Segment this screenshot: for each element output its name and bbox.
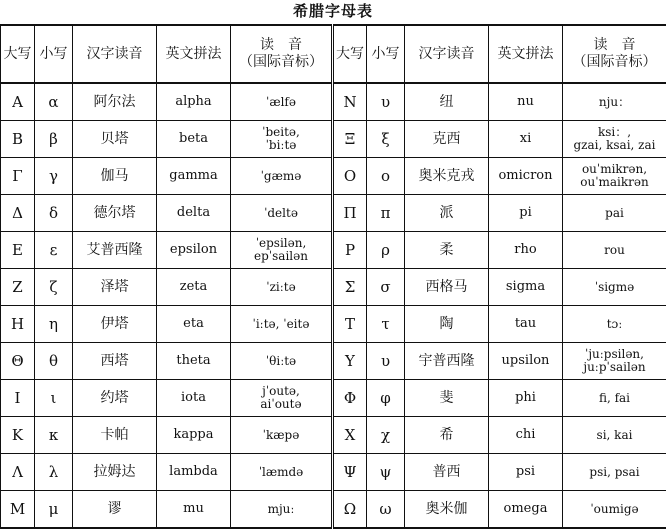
chinese-reading: 斐	[405, 380, 489, 417]
table-row	[1, 269, 666, 306]
chinese-reading: 约塔	[73, 380, 157, 417]
table-row	[1, 380, 666, 417]
table-row	[1, 343, 666, 380]
lowercase-letter: τ	[367, 306, 405, 343]
english-spelling: psi	[489, 454, 563, 491]
english-spelling: tau	[489, 306, 563, 343]
ipa-pronunciation	[563, 491, 666, 529]
ipa-line: ˈziːtə	[232, 281, 330, 294]
lowercase-letter: η	[35, 306, 73, 343]
ipa-line: ouˈmikrən,	[564, 163, 665, 176]
header-ipa	[563, 25, 666, 83]
chinese-reading: 西格马	[405, 269, 489, 306]
uppercase-letter: Σ	[333, 269, 367, 306]
uppercase-letter: Ρ	[333, 232, 367, 269]
header-ipa-line2: （国际音标）	[564, 54, 665, 71]
english-spelling: iota	[157, 380, 231, 417]
ipa-pronunciation	[231, 343, 333, 380]
table-row	[1, 195, 666, 232]
lowercase-letter: ρ	[367, 232, 405, 269]
ipa-line: ksi：,	[564, 126, 665, 139]
lowercase-letter: κ	[35, 417, 73, 454]
page-title: 希腊字母表	[0, 0, 666, 22]
header-lower: 小写	[35, 25, 73, 83]
uppercase-letter: Β	[1, 121, 35, 158]
lowercase-letter: ο	[367, 158, 405, 195]
chinese-reading: 陶	[405, 306, 489, 343]
chinese-reading: 纽	[405, 83, 489, 121]
table-row	[1, 417, 666, 454]
ipa-pronunciation	[231, 121, 333, 158]
ipa-pronunciation	[563, 306, 666, 343]
ipa-pronunciation	[563, 380, 666, 417]
english-spelling: kappa	[157, 417, 231, 454]
lowercase-letter: ε	[35, 232, 73, 269]
ipa-line: nju：	[564, 96, 665, 109]
english-spelling: rho	[489, 232, 563, 269]
lowercase-letter: ψ	[367, 454, 405, 491]
english-spelling: phi	[489, 380, 563, 417]
ipa-line: ˈsigmə	[564, 281, 665, 294]
uppercase-letter: Κ	[1, 417, 35, 454]
ipa-line: psi, psai	[564, 466, 665, 479]
ipa-pronunciation	[563, 121, 666, 158]
ipa-line: ˈkæpə	[232, 429, 330, 442]
header-lower: 小写	[367, 25, 405, 83]
ipa-pronunciation	[563, 83, 666, 121]
uppercase-letter: Ζ	[1, 269, 35, 306]
ipa-line: ˈælfə	[232, 96, 330, 109]
ipa-pronunciation	[231, 158, 333, 195]
uppercase-letter: Υ	[333, 343, 367, 380]
english-spelling: pi	[489, 195, 563, 232]
ipa-line: ˈbeitə,	[232, 126, 330, 139]
greek-alphabet-table	[0, 24, 666, 529]
ipa-line: ˈoumigə	[564, 503, 665, 516]
uppercase-letter: Ο	[333, 158, 367, 195]
uppercase-letter: Δ	[1, 195, 35, 232]
english-spelling: alpha	[157, 83, 231, 121]
english-spelling: eta	[157, 306, 231, 343]
lowercase-letter: χ	[367, 417, 405, 454]
header-ipa-line2: （国际音标）	[232, 54, 330, 71]
table-row	[1, 454, 666, 491]
ipa-pronunciation	[563, 269, 666, 306]
english-spelling: theta	[157, 343, 231, 380]
ipa-pronunciation	[231, 195, 333, 232]
header-ipa-line1: 读 音	[564, 37, 665, 54]
chinese-reading: 谬	[73, 491, 157, 529]
chinese-reading: 卡帕	[73, 417, 157, 454]
table-row	[1, 121, 666, 158]
chinese-reading: 伊塔	[73, 306, 157, 343]
ipa-line: ˈdeltə	[232, 207, 330, 220]
english-spelling: omega	[489, 491, 563, 529]
header-ipa-line1: 读 音	[232, 37, 330, 54]
lowercase-letter: θ	[35, 343, 73, 380]
chinese-reading: 西塔	[73, 343, 157, 380]
greek-alphabet-table-wrapper	[0, 24, 666, 502]
ipa-line: ˈiːtə, ˈeitə	[232, 318, 330, 331]
lowercase-letter: β	[35, 121, 73, 158]
ipa-line: tɔː	[564, 318, 665, 331]
uppercase-letter: Λ	[1, 454, 35, 491]
english-spelling: zeta	[157, 269, 231, 306]
english-spelling: epsilon	[157, 232, 231, 269]
table-body	[1, 83, 666, 528]
ipa-line: ouˈmaikrən	[564, 176, 665, 189]
ipa-pronunciation	[231, 306, 333, 343]
chinese-reading: 希	[405, 417, 489, 454]
ipa-line: ˈθiːtə	[232, 355, 330, 368]
uppercase-letter: Ε	[1, 232, 35, 269]
english-spelling: sigma	[489, 269, 563, 306]
lowercase-letter: φ	[367, 380, 405, 417]
chinese-reading: 拉姆达	[73, 454, 157, 491]
english-spelling: delta	[157, 195, 231, 232]
ipa-pronunciation	[231, 269, 333, 306]
header-chinese: 汉字读音	[73, 25, 157, 83]
uppercase-letter: Μ	[1, 491, 35, 529]
table-row	[1, 83, 666, 121]
ipa-pronunciation	[563, 454, 666, 491]
lowercase-letter: α	[35, 83, 73, 121]
ipa-line: pai	[564, 207, 665, 220]
ipa-line: ˈjuːpsilən,	[564, 348, 665, 361]
ipa-pronunciation	[231, 454, 333, 491]
table-row	[1, 491, 666, 529]
chinese-reading: 伽马	[73, 158, 157, 195]
ipa-line: ˈepsilən,	[232, 237, 330, 250]
ipa-line: epˈsailən	[232, 250, 330, 263]
ipa-pronunciation	[231, 380, 333, 417]
chinese-reading: 德尔塔	[73, 195, 157, 232]
header-ipa	[231, 25, 333, 83]
chinese-reading: 柔	[405, 232, 489, 269]
lowercase-letter: γ	[35, 158, 73, 195]
header-row	[1, 25, 666, 83]
table-row	[1, 306, 666, 343]
chinese-reading: 奥米克戎	[405, 158, 489, 195]
ipa-pronunciation	[231, 232, 333, 269]
ipa-line: si, kai	[564, 429, 665, 442]
chinese-reading: 阿尔法	[73, 83, 157, 121]
ipa-pronunciation	[231, 417, 333, 454]
ipa-line: ˈlæmdə	[232, 466, 330, 479]
uppercase-letter: Ω	[333, 491, 367, 529]
uppercase-letter: Ι	[1, 380, 35, 417]
header-english: 英文拼法	[157, 25, 231, 83]
ipa-pronunciation	[563, 232, 666, 269]
table-row	[1, 232, 666, 269]
lowercase-letter: σ	[367, 269, 405, 306]
table-row	[1, 158, 666, 195]
lowercase-letter: ι	[35, 380, 73, 417]
ipa-line: juːpˈsailən	[564, 361, 665, 374]
lowercase-letter: ζ	[35, 269, 73, 306]
ipa-line: aiˈoutə	[232, 398, 330, 411]
english-spelling: upsilon	[489, 343, 563, 380]
chinese-reading: 克西	[405, 121, 489, 158]
uppercase-letter: Η	[1, 306, 35, 343]
lowercase-letter: υ	[367, 83, 405, 121]
header-english: 英文拼法	[489, 25, 563, 83]
chinese-reading: 宇普西隆	[405, 343, 489, 380]
chinese-reading: 奥米伽	[405, 491, 489, 529]
uppercase-letter: Π	[333, 195, 367, 232]
header-chinese: 汉字读音	[405, 25, 489, 83]
header-upper: 大写	[1, 25, 35, 83]
ipa-line: fi, fai	[564, 392, 665, 405]
chinese-reading: 普西	[405, 454, 489, 491]
header-upper: 大写	[333, 25, 367, 83]
chinese-reading: 泽塔	[73, 269, 157, 306]
english-spelling: omicron	[489, 158, 563, 195]
uppercase-letter: Τ	[333, 306, 367, 343]
lowercase-letter: λ	[35, 454, 73, 491]
ipa-line: mjuː	[232, 503, 330, 516]
uppercase-letter: Ν	[333, 83, 367, 121]
ipa-line: jˈoutə,	[232, 385, 330, 398]
english-spelling: mu	[157, 491, 231, 529]
ipa-line: ˈbiːtə	[232, 139, 330, 152]
uppercase-letter: Γ	[1, 158, 35, 195]
lowercase-letter: δ	[35, 195, 73, 232]
ipa-pronunciation	[563, 158, 666, 195]
english-spelling: beta	[157, 121, 231, 158]
lowercase-letter: π	[367, 195, 405, 232]
lowercase-letter: μ	[35, 491, 73, 529]
ipa-line: ˈgæmə	[232, 170, 330, 183]
uppercase-letter: Θ	[1, 343, 35, 380]
ipa-pronunciation	[231, 491, 333, 529]
english-spelling: nu	[489, 83, 563, 121]
chinese-reading: 贝塔	[73, 121, 157, 158]
ipa-pronunciation	[231, 83, 333, 121]
uppercase-letter: Ξ	[333, 121, 367, 158]
lowercase-letter: υ	[367, 343, 405, 380]
ipa-line: rou	[564, 244, 665, 257]
ipa-line: gzai, ksai, zai	[564, 139, 665, 152]
ipa-pronunciation	[563, 343, 666, 380]
english-spelling: gamma	[157, 158, 231, 195]
lowercase-letter: ω	[367, 491, 405, 529]
ipa-pronunciation	[563, 195, 666, 232]
uppercase-letter: Ψ	[333, 454, 367, 491]
uppercase-letter: Α	[1, 83, 35, 121]
english-spelling: lambda	[157, 454, 231, 491]
lowercase-letter: ξ	[367, 121, 405, 158]
uppercase-letter: Φ	[333, 380, 367, 417]
english-spelling: xi	[489, 121, 563, 158]
chinese-reading: 艾普西隆	[73, 232, 157, 269]
uppercase-letter: Χ	[333, 417, 367, 454]
english-spelling: chi	[489, 417, 563, 454]
ipa-pronunciation	[563, 417, 666, 454]
chinese-reading: 派	[405, 195, 489, 232]
